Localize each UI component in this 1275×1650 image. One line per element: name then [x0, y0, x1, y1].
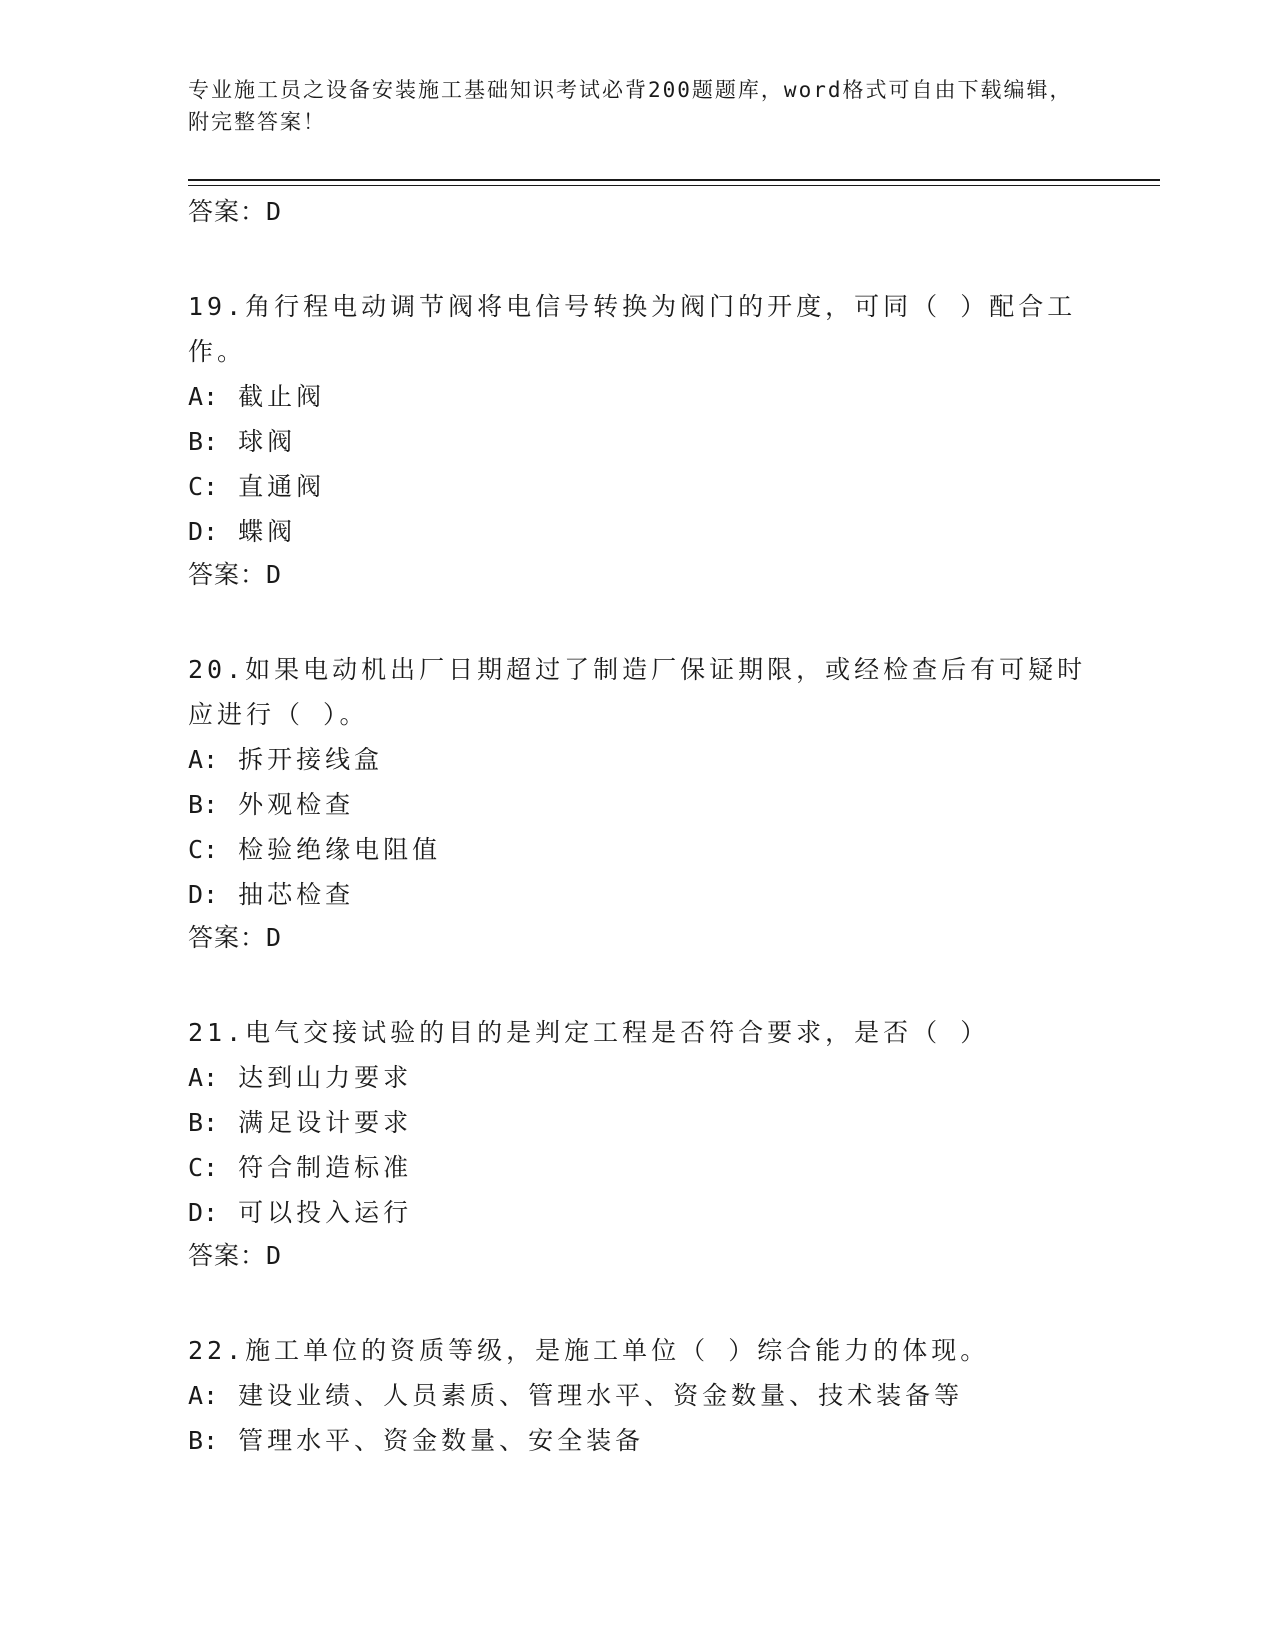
option-letter: A: — [188, 1381, 219, 1410]
option-text: 球阀 — [238, 427, 297, 456]
option-text: 直通阀 — [238, 472, 326, 501]
answer: 答案：D — [188, 1241, 283, 1270]
question-21 — [188, 1010, 1088, 1276]
question-text: 20.如果电动机出厂日期超过了制造厂保证期限，或经检查后有可疑时应进行（ ）。 — [188, 655, 1087, 729]
option-text: 检验绝缘电阻值 — [238, 835, 442, 864]
option-d — [188, 872, 1088, 917]
option-letter: B: — [188, 1426, 219, 1455]
option-c — [188, 1145, 1088, 1190]
option-letter: A: — [188, 382, 219, 411]
option-text: 管理水平、资金数量、安全装备 — [238, 1426, 645, 1455]
question-text: 19.角行程电动调节阀将电信号转换为阀门的开度，可同（ ）配合工作。 — [188, 292, 1077, 366]
question-20 — [188, 647, 1088, 958]
header-divider-thin — [188, 185, 1160, 186]
option-letter: C: — [188, 835, 219, 864]
option-a — [188, 1055, 1088, 1100]
option-letter: D: — [188, 1198, 219, 1227]
question-text: 22.施工单位的资质等级，是施工单位（ ）综合能力的体现。 — [188, 1336, 990, 1365]
option-letter: B: — [188, 1108, 219, 1137]
option-c — [188, 464, 1088, 509]
question-19 — [188, 284, 1088, 595]
option-text: 达到山力要求 — [238, 1063, 413, 1092]
header-divider-thick — [188, 179, 1160, 181]
option-letter: A: — [188, 745, 219, 774]
option-b — [188, 1418, 1088, 1463]
option-d — [188, 509, 1088, 554]
option-text: 满足设计要求 — [238, 1108, 413, 1137]
option-text: 抽芯检查 — [238, 880, 355, 909]
option-a — [188, 1373, 1088, 1418]
answer: 答案：D — [188, 560, 283, 589]
option-letter: A: — [188, 1063, 219, 1092]
option-b — [188, 419, 1088, 464]
option-letter: D: — [188, 517, 219, 546]
question-text: 21.电气交接试验的目的是判定工程是否符合要求，是否（ ） — [188, 1018, 990, 1047]
option-letter: C: — [188, 472, 219, 501]
option-letter: D: — [188, 880, 219, 909]
answer: 答案：D — [188, 923, 283, 952]
option-c — [188, 827, 1088, 872]
option-d — [188, 1190, 1088, 1235]
option-text: 外观检查 — [238, 790, 355, 819]
document-header: 专业施工员之设备安装施工基础知识考试必背200题题库，word格式可自由下载编辑，附完整答案！ — [188, 78, 1073, 134]
option-text: 建设业绩、人员素质、管理水平、资金数量、技术装备等 — [238, 1381, 964, 1410]
option-letter: B: — [188, 427, 219, 456]
option-a — [188, 737, 1088, 782]
option-text: 拆开接线盒 — [238, 745, 384, 774]
option-text: 截止阀 — [238, 382, 326, 411]
option-text: 蝶阀 — [238, 517, 297, 546]
previous-answer: 答案：D — [188, 197, 283, 226]
option-text: 符合制造标准 — [238, 1153, 413, 1182]
option-letter: B: — [188, 790, 219, 819]
question-22 — [188, 1328, 1088, 1463]
option-letter: C: — [188, 1153, 219, 1182]
option-b — [188, 782, 1088, 827]
option-b — [188, 1100, 1088, 1145]
option-text: 可以投入运行 — [238, 1198, 413, 1227]
option-a — [188, 374, 1088, 419]
question-list — [188, 192, 1088, 1463]
